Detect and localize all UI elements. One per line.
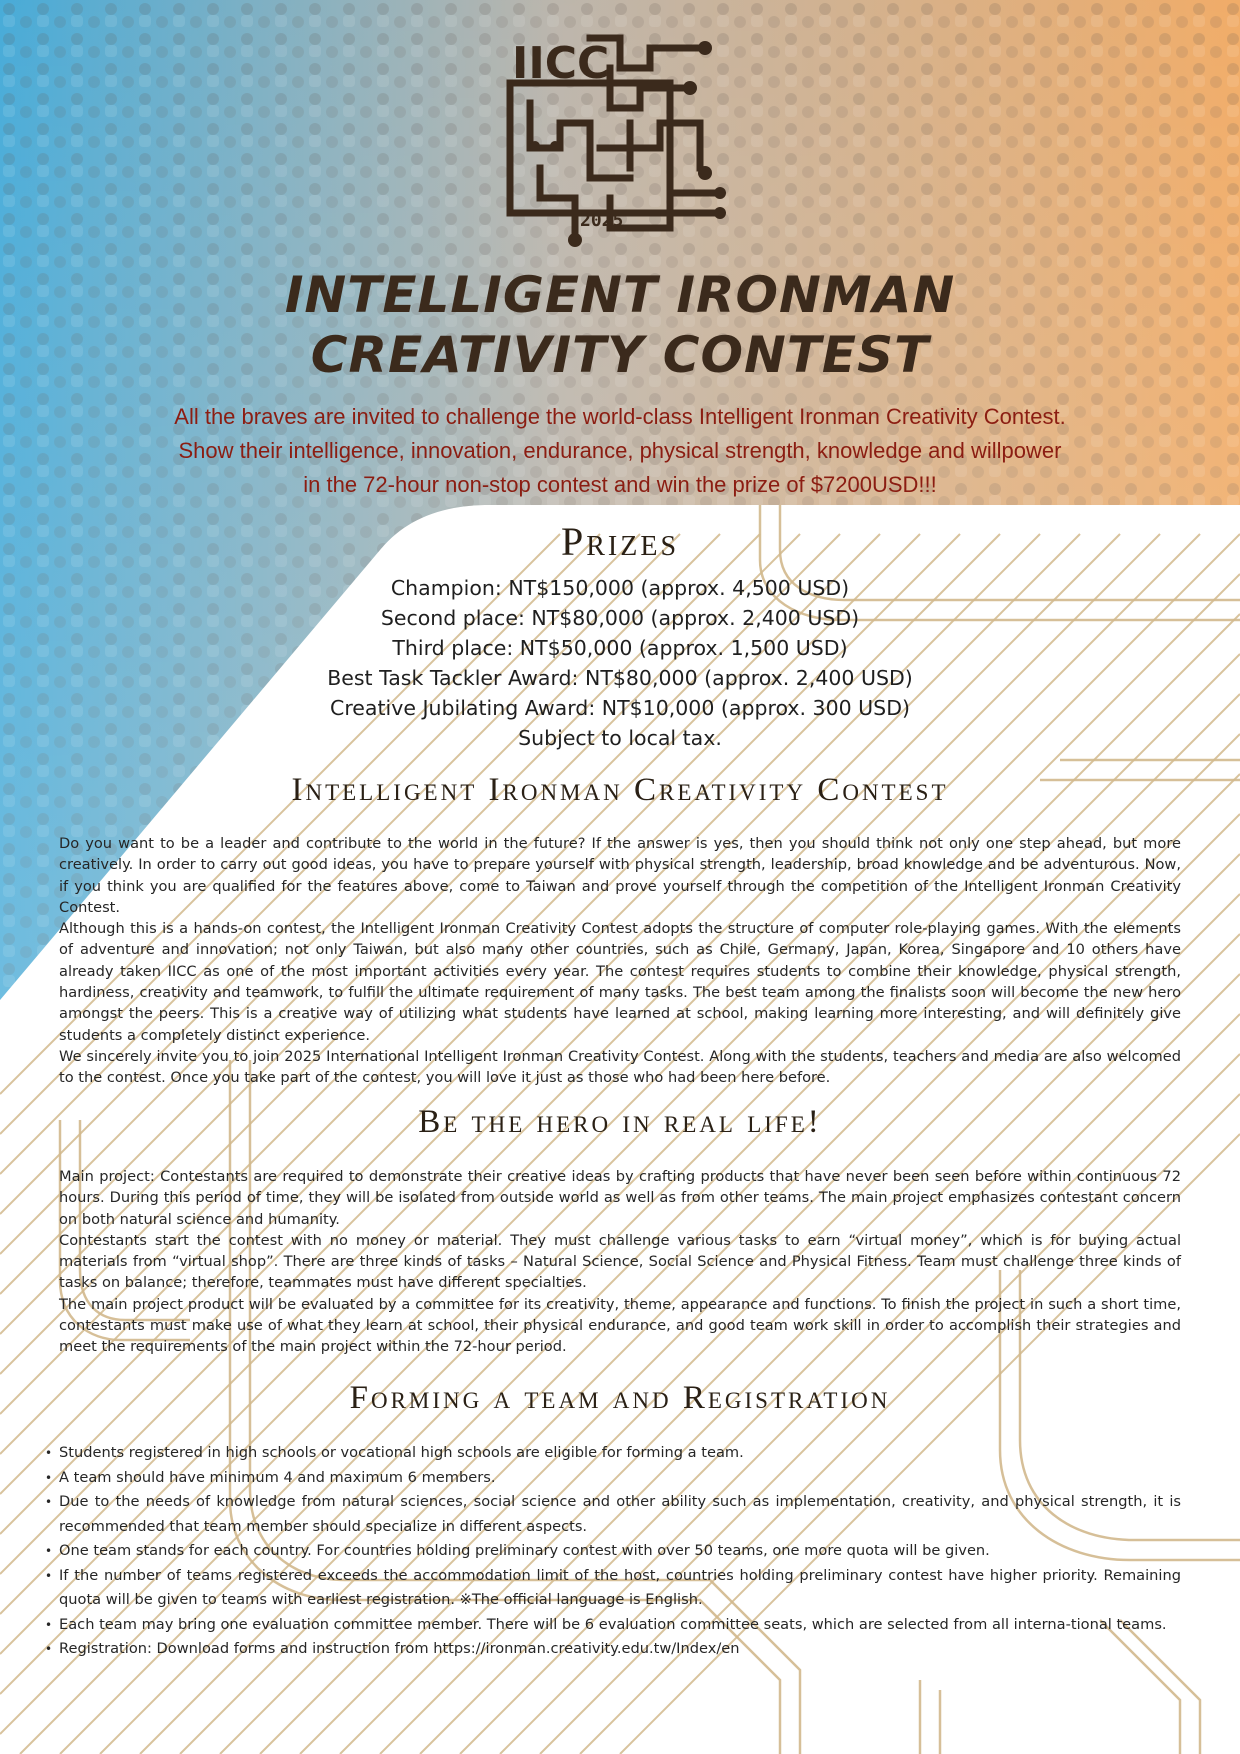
hero-paragraph: The main project product will be evaluated by a committee for its creativity, theme, appearance and functions. To finish the project in such a short time, contestants must make use of what they learn at school, their physical endurance, and good team work skill in order to accomplish their strategies and meet the requirements of the main project within the 72-hour period. [59, 1295, 1181, 1356]
logo-iicc-text: IICC [512, 38, 610, 89]
intro-text [100, 400, 1140, 502]
intro-line: Show their intelligence, innovation, endurance, physical strength, knowledge and willpower [178, 438, 1062, 463]
hero-paragraph: Contestants start the contest with no money or material. They must challenge various tasks to earn “virtual money”, which is for buying actual materials from “virtual shop”. There are three kinds of tasks – Natural Science, Social Science and Physical Fitness. Team must challenge three kinds of tasks on balance; therefore, teammates must have different specialties. [59, 1231, 1181, 1292]
prize-item: Third place: NT$50,000 (approx. 1,500 USD) [392, 636, 848, 660]
intro-line: All the braves are invited to challenge the world-class Intelligent Ironman Creativity Contest. [174, 404, 1066, 429]
about-paragraph: We sincerely invite you to join 2025 International Intelligent Ironman Creativity Contest. Along with the students, teachers and media are also welcomed to the contest. Once you take part of the contest, you will love it just as those who had been here before. [59, 1047, 1181, 1087]
prize-item: Creative Jubilating Award: NT$10,000 (approx. 300 USD) [330, 696, 910, 720]
intro-line: in the 72-hour non-stop contest and win the prize of $7200USD!!! [303, 472, 937, 497]
prizes-heading: Prizes [560, 519, 680, 564]
list-item: • Each team may bring one evaluation committee member. There will be 6 evaluation committee seats, which are selected from all interna-tional teams. [45, 1613, 1181, 1638]
registration-list [45, 1441, 1181, 1662]
prize-item: Best Task Tackler Award: NT$80,000 (approx. 2,400 USD) [327, 666, 913, 690]
prize-item: Second place: NT$80,000 (approx. 2,400 USD) [380, 606, 860, 630]
list-item: • If the number of teams registered exceeds the accommodation limit of the host, countries holding preliminary contest have higher priority. Remaining quota will be given to teams with earliest registration. ※The official language is English. [45, 1564, 1181, 1613]
list-item: • Registration: Download forms and instruction from https://ironman.creativity.edu.tw/Index/en [45, 1637, 1181, 1662]
prize-item: Champion: NT$150,000 (approx. 4,500 USD) [390, 576, 850, 600]
about-paragraph: Do you want to be a leader and contribute to the world in the future? If the answer is yes, then you should think not only one step ahead, but more creatively. In order to carry out good ideas, you have to prepare yourself with physical strength, leadership, broad knowledge and be adventurous. Now, if you think you are qualified for the features above, come to Taiwan and prove yourself through the competition of the Intelligent Ironman Creativity Contest. [59, 835, 1181, 916]
hero-heading: Be the hero in real life! [418, 1104, 822, 1140]
registration-heading: Forming a team and Registration [349, 1380, 891, 1416]
iicc-logo [500, 28, 740, 258]
logo-year-text: 2025 [580, 210, 624, 231]
prizes-list [0, 573, 1240, 753]
about-section [59, 833, 1181, 1089]
prize-note: Subject to local tax. [518, 726, 722, 750]
hero-section [59, 1166, 1181, 1358]
list-item: • Due to the needs of knowledge from natural sciences, social science and other ability such as implementation, creativity, and physical strength, it is recommended that team member should specialize in different aspects. [45, 1490, 1181, 1539]
list-item: • One team stands for each country. For countries holding preliminary contest with over 50 teams, one more quota will be given. [45, 1539, 1181, 1564]
contest-title-line-2: CREATIVITY CONTEST [310, 326, 930, 384]
about-heading: Intelligent Ironman Creativity Contest [291, 772, 949, 808]
hero-paragraph: Main project: Contestants are required to demonstrate their creative ideas by crafting products that have never been seen before within continuous 72 hours. During this period of time, they will be isolated from outside world as well as from other teams. The main project emphasizes contestant concern on both natural science and humanity. [59, 1168, 1181, 1228]
list-item: • A team should have minimum 4 and maximum 6 members. [45, 1466, 1181, 1491]
contest-title-line-1: INTELLIGENT IRONMAN [284, 266, 956, 324]
about-paragraph: Although this is a hands-on contest, the Intelligent Ironman Creativity Contest adopts the structure of computer role-playing games. With the elements of adventure and innovation; not only Taiwan, but also many other countries, such as Chile, Germany, Japan, Korea, Singapore and 10 others have already taken IICC as one of the most important activities every year. The contest requires students to combine their knowledge, physical strength, hardiness, creativity and teamwork, to fulfill the ultimate requirement of many tasks. The best team among the finalists soon will become the new hero amongst the peers. This is a creative way of utilizing what students have learned at school, making learning more interesting, and will definitely give students a completely distinct experience. [59, 920, 1181, 1044]
list-item: • Students registered in high schools or vocational high schools are eligible for forming a team. [45, 1441, 1181, 1466]
